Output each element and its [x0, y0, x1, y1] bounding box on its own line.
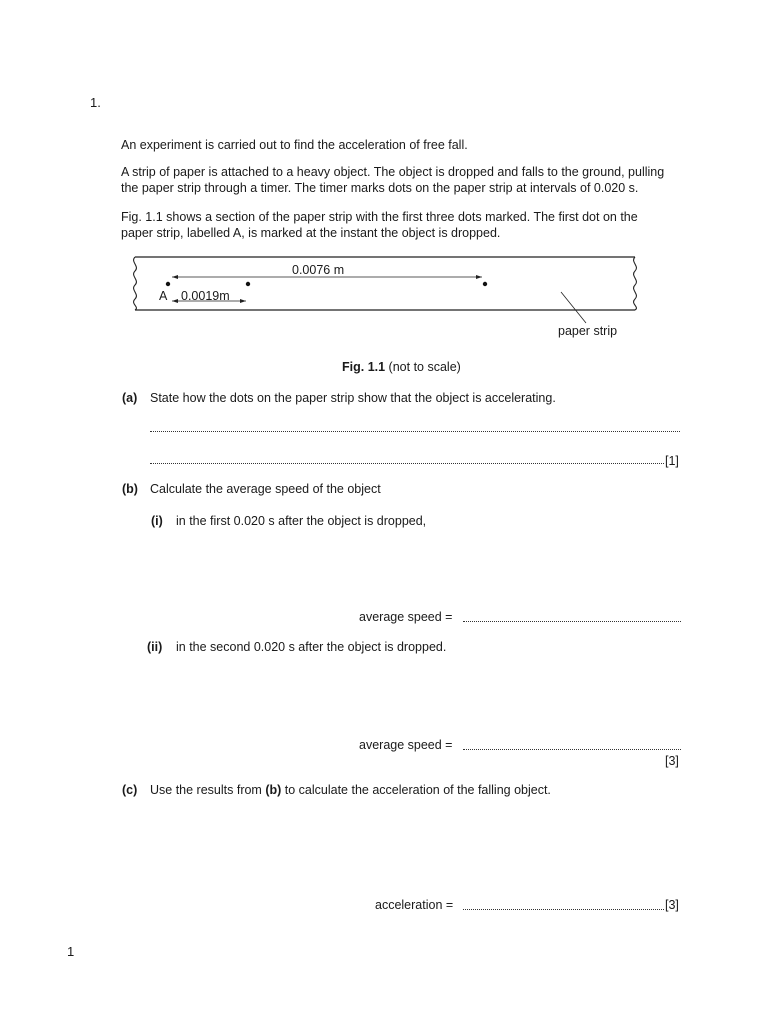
part-a-text: State how the dots on the paper strip show that the object is accelerating.: [150, 391, 556, 405]
label-paper-strip: paper strip: [558, 324, 618, 338]
answer-line-speed-2[interactable]: [463, 749, 681, 750]
question-number: 1.: [90, 95, 101, 110]
answer-line-a1[interactable]: [150, 431, 680, 432]
part-a-marks: [1]: [665, 454, 679, 468]
answer-line-speed-1[interactable]: [463, 621, 681, 622]
answer-label-speed-2: average speed =: [359, 738, 453, 752]
label-long-distance: 0.0076 m: [292, 263, 345, 277]
left-torn-edge: [134, 257, 137, 310]
intro-text: An experiment is carried out to find the acceleration of free fall.: [121, 138, 468, 152]
dot-a: [166, 282, 170, 286]
answer-label-speed-1: average speed =: [359, 610, 453, 624]
para2-line1: Fig. 1.1 shows a section of the paper strip with the first three dots marked. The first dot on the: [121, 210, 638, 224]
part-b-i-label: (i): [151, 514, 163, 528]
part-c-label: (c): [122, 783, 138, 797]
part-c-text-before: Use the results from: [150, 783, 266, 797]
caption-note: (not to scale): [385, 360, 461, 374]
dot-3: [483, 282, 487, 286]
part-b-ii-label: (ii): [147, 640, 163, 654]
figure-caption: [342, 359, 461, 375]
part-b-marks: [3]: [665, 754, 679, 768]
part-b-i-text: in the first 0.020 s after the object is dropped,: [176, 514, 427, 528]
part-b-ii-text: in the second 0.020 s after the object is dropped.: [176, 640, 447, 654]
page-number: 1: [67, 944, 75, 959]
label-a: A: [159, 289, 168, 303]
answer-line-a2[interactable]: [150, 463, 664, 464]
figure-paper-strip: [128, 253, 648, 348]
part-c-text-after: to calculate the acceleration of the falling object.: [281, 783, 551, 797]
part-b-text: Calculate the average speed of the object: [150, 482, 381, 496]
answer-label-acceleration: acceleration =: [375, 898, 454, 912]
label-short-distance: 0.0019m: [181, 289, 230, 303]
para1-line2: the paper strip through a timer. The timer marks dots on the paper strip at intervals of 0.020 s.: [121, 181, 639, 195]
dot-2: [246, 282, 250, 286]
answer-line-acceleration[interactable]: [463, 909, 664, 910]
part-c-text-ref: (b): [265, 783, 282, 797]
para1-line1: A strip of paper is attached to a heavy object. The object is dropped and falls to the ground, pulling: [121, 165, 665, 179]
part-c-marks: [3]: [665, 898, 679, 912]
part-b-label: (b): [122, 482, 138, 496]
strip-pointer-line: [561, 292, 586, 323]
caption-fig-number: Fig. 1.1: [342, 360, 386, 374]
part-c-text: [150, 782, 551, 798]
right-torn-edge: [634, 257, 637, 310]
part-a-label: (a): [122, 391, 138, 405]
para2-line2: paper strip, labelled A, is marked at the instant the object is dropped.: [121, 226, 501, 240]
